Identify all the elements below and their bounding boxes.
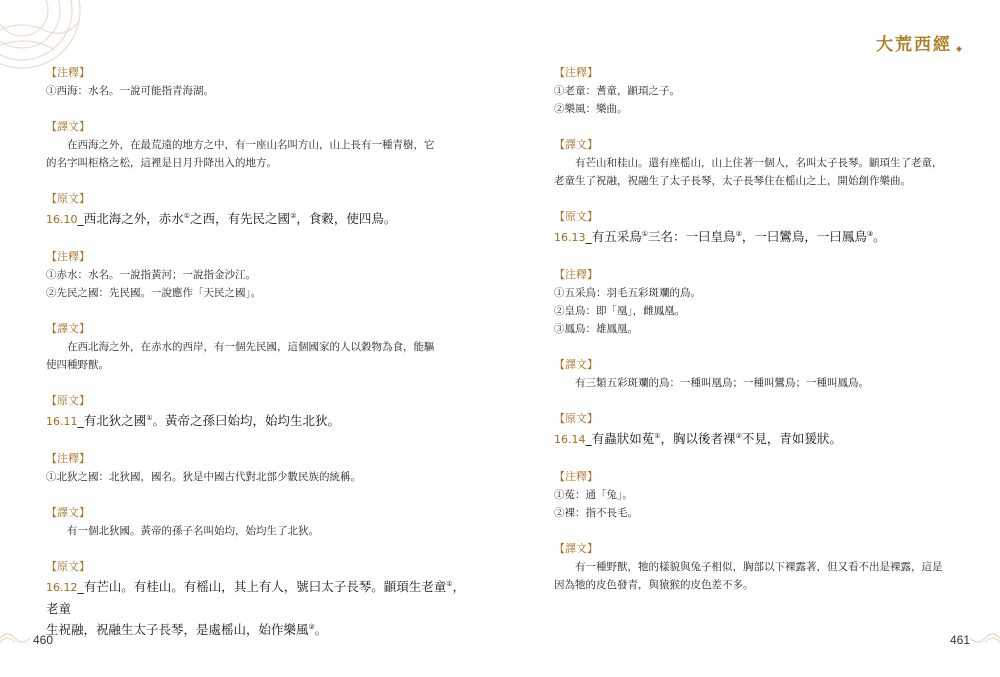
- spacer: [554, 190, 969, 208]
- original-text-line: [554, 428, 969, 450]
- right-page: [500, 0, 1000, 677]
- verse-number: 16.10: [46, 213, 78, 226]
- translation-line: 有三類五彩斑斕的鳥：一種叫凰鳥；一種叫鸞鳥；一種叫鳳鳥。: [575, 377, 869, 389]
- spacer: [554, 248, 969, 266]
- spacer: [554, 338, 969, 356]
- verse-number: 16.13: [554, 231, 586, 244]
- translation-line: 的名字叫柜格之松，這裡是日月升降出入的地方。: [46, 157, 277, 169]
- spacer: [46, 374, 466, 392]
- annotation-line: ①老童：耆童，顓頊之子。: [554, 85, 680, 97]
- translation-paragraph: [554, 154, 969, 190]
- annotation-line: ①赤水：水名。一說指黃河；一說指金沙江。: [46, 269, 256, 281]
- verse-number: 16.11: [46, 415, 78, 428]
- footer-ornament-icon: [970, 628, 1000, 648]
- footnote-marker: ②: [735, 432, 742, 440]
- original-text-fragment: 之西，有先民之國: [190, 211, 291, 226]
- original-text-line: [46, 208, 466, 230]
- annotation-line: ②皇鳥：即「凰」，雌鳳凰。: [554, 305, 686, 317]
- annotation-line: ③鳳鳥：雄鳳凰。: [554, 323, 638, 335]
- original-text-fragment: _西北海之外，赤水: [77, 211, 184, 226]
- section-heading: 【原文】: [46, 192, 90, 205]
- spacer: [46, 540, 466, 558]
- original-text-fragment: 三名：一曰皇鳥: [648, 229, 736, 244]
- original-text-fragment: 。黃帝之孫曰始均，始均生北狄。: [152, 413, 341, 428]
- footer-ornament-icon: [0, 628, 30, 648]
- left-text-column: [46, 64, 466, 640]
- translation-line: 有一個北狄國。黃帝的孫子名叫始均，始均生了北狄。: [67, 525, 319, 537]
- translation-paragraph: [46, 522, 466, 540]
- section-heading: 【原文】: [554, 412, 598, 425]
- section-heading: 【譯文】: [46, 120, 90, 133]
- original-text-line: [46, 410, 466, 432]
- annotation-line: ①西海：水名。一說可能指青海湖。: [46, 85, 214, 97]
- page-number: 460: [33, 633, 54, 647]
- section-heading: 【注釋】: [46, 66, 90, 79]
- annotation-line: ①菟：通「兔」。: [554, 489, 633, 501]
- spacer: [554, 118, 969, 136]
- section-heading: 【注釋】: [554, 470, 598, 483]
- translation-line: 在西北海之外，在赤水的西岸，有一個先民國，這個國家的人以穀物為食，能驅: [67, 341, 435, 353]
- section-heading: 【原文】: [46, 394, 90, 407]
- annotation-line: ①五采鳥：羽毛五彩斑斕的鳥。: [554, 287, 701, 299]
- translation-paragraph: [554, 558, 969, 594]
- translation-line: 使四種野獸。: [46, 359, 109, 371]
- section-heading: 【譯文】: [46, 506, 90, 519]
- original-text-fragment: _有芒山。有桂山。有榣山，其上有人，號曰太子長琴。顓頊生老童: [77, 579, 447, 594]
- original-text-fragment: ，食穀，使四鳥。: [296, 211, 397, 226]
- footnote-marker: ②: [308, 623, 315, 631]
- section-heading: 【譯文】: [554, 542, 598, 555]
- footnote-marker: ①: [183, 212, 191, 220]
- original-text-fragment: ，胸以後者裸: [660, 431, 736, 446]
- translation-paragraph: [46, 338, 466, 374]
- original-text-fragment: _有五采鳥: [585, 229, 642, 244]
- running-title: 大荒西經: [876, 35, 952, 55]
- annotation-line: ②裸：指不長毛。: [554, 507, 638, 519]
- original-text-line: [46, 619, 466, 640]
- footnote-marker: ①: [641, 230, 649, 238]
- section-heading: 【注釋】: [554, 268, 598, 281]
- translation-line: 因為牠的皮色發青，與猿猴的皮色差不多。: [554, 579, 754, 591]
- spacer: [554, 450, 969, 468]
- translation-paragraph: [554, 374, 969, 392]
- spacer: [46, 302, 466, 320]
- section-heading: 【注釋】: [46, 452, 90, 465]
- verse-number: 16.14: [554, 433, 586, 446]
- page-number: 461: [949, 633, 970, 647]
- section-heading: 【譯文】: [554, 138, 598, 151]
- footnote-marker: ①: [446, 580, 453, 588]
- section-heading: 【注釋】: [46, 250, 90, 263]
- footnote-marker: ①: [654, 432, 661, 440]
- translation-line: 在西海之外，在最荒遠的地方之中，有一座山名叫方山，山上長有一種青樹，它: [67, 139, 435, 151]
- spacer: [46, 100, 466, 118]
- section-heading: 【譯文】: [46, 322, 90, 335]
- section-heading: 【原文】: [46, 560, 90, 573]
- footnote-marker: ①: [146, 414, 153, 422]
- spacer: [554, 522, 969, 540]
- original-text-fragment: 不見，青如猨狀。: [741, 431, 842, 446]
- section-heading: 【譯文】: [554, 358, 598, 371]
- diamond-icon: [956, 46, 962, 52]
- verse-number: 16.12: [46, 581, 78, 594]
- original-text-fragment: 生祝融，祝融生太子長琴，是處榣山，始作樂風: [46, 622, 309, 637]
- annotation-line: ①北狄之國：北狄國，國名。狄是中國古代對北部少數民族的統稱。: [46, 471, 361, 483]
- original-text-fragment: ，一曰鸞鳥，一曰鳳鳥: [741, 229, 867, 244]
- translation-paragraph: [46, 136, 466, 172]
- translation-line: 有芒山和桂山。還有座榣山，山上住著一個人，名叫太子長琴。顓頊生了老童，: [575, 157, 943, 169]
- annotation-line: ②先民之國：先民國。一說應作「天民之國」。: [46, 287, 262, 299]
- spacer: [46, 432, 466, 450]
- original-text-line: [46, 576, 466, 619]
- translation-line: 有一種野獸，牠的樣貌與兔子相似，胸部以下裸露著，但又看不出是裸露，這是: [575, 561, 943, 573]
- original-text-fragment: 。: [314, 622, 328, 637]
- original-text-line: [554, 226, 969, 248]
- footnote-marker: ③: [866, 230, 874, 238]
- footnote-marker: ②: [735, 230, 742, 238]
- original-text-fragment: _有北狄之國: [77, 413, 147, 428]
- section-heading: 【原文】: [554, 210, 598, 223]
- spacer: [554, 392, 969, 410]
- translation-line: 老童生了祝融，祝融生了太子長琴，太子長琴住在榣山之上，開始創作樂曲。: [554, 175, 911, 187]
- annotation-line: ②樂風：樂曲。: [554, 103, 628, 115]
- right-text-column: [554, 64, 969, 594]
- original-text-fragment: _有蟲狀如菟: [585, 431, 655, 446]
- original-text-fragment: 。: [873, 229, 886, 244]
- footnote-marker: ②: [290, 212, 297, 220]
- section-heading: 【注釋】: [554, 66, 598, 79]
- spacer: [46, 486, 466, 504]
- original-text-fragment: ，老童: [46, 579, 466, 616]
- spacer: [46, 230, 466, 248]
- spacer: [46, 172, 466, 190]
